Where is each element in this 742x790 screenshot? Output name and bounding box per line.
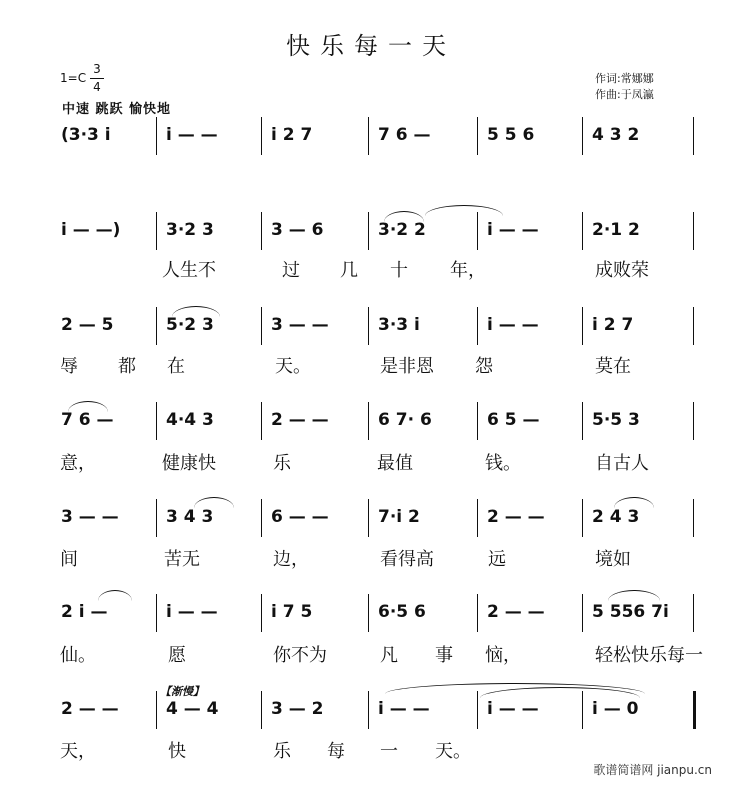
measure: 5·5 3 — [592, 410, 640, 430]
lyric-word: 远 — [488, 549, 506, 570]
score-row — [55, 507, 695, 547]
measure: 2 — 5 — [61, 315, 114, 335]
lyric-word: 乐 — [273, 453, 291, 474]
measure: 6 7· 6 — [378, 410, 432, 430]
measure: i — — — [378, 699, 430, 719]
measure: 3·2 2 — [378, 220, 426, 240]
barline — [156, 117, 157, 155]
barline — [477, 594, 478, 632]
barline — [156, 307, 157, 345]
lyric-word: 过 — [282, 260, 300, 281]
measure: 3 — — — [61, 507, 119, 527]
barline — [582, 212, 583, 250]
lyric-word: 间 — [60, 549, 78, 570]
lyric-word: 成败荣 — [595, 260, 649, 281]
measure: 3 — 2 — [271, 699, 324, 719]
measure: i 2 7 — [271, 125, 313, 145]
measure: i — — — [487, 315, 539, 335]
time-signature-bottom: 4 — [93, 80, 101, 94]
lyric-word: 天， — [60, 741, 96, 762]
barline — [693, 594, 694, 632]
lyric-word: 最值 — [377, 453, 413, 474]
slur — [614, 497, 654, 508]
score-row — [55, 315, 695, 355]
barline — [261, 499, 262, 537]
tempo-marking: 中速 跳跃 愉快地 — [62, 102, 172, 117]
barline — [582, 117, 583, 155]
barline — [582, 307, 583, 345]
score-row — [55, 220, 695, 260]
lyric-word: 看得高 — [380, 549, 434, 570]
lyric-word: 仙。 — [60, 645, 96, 666]
measure: i — — — [166, 602, 218, 622]
lyric-word: 边， — [273, 549, 309, 570]
barline — [477, 499, 478, 537]
lyric-word: 十 — [390, 260, 408, 281]
barline — [368, 499, 369, 537]
barline — [582, 402, 583, 440]
measure: 4 — 4 — [166, 699, 219, 719]
lyric-word: 愿 — [168, 645, 186, 666]
barline — [261, 117, 262, 155]
measure: (3·3 i — [61, 125, 111, 145]
lyric-line — [55, 545, 695, 571]
lyric-word: 意， — [60, 453, 96, 474]
measure: 6·5 6 — [378, 602, 426, 622]
lyric-word: 凡 — [380, 645, 398, 666]
lyric-word: 轻松快乐每一 — [595, 645, 703, 666]
lyric-word: 事 — [435, 645, 453, 666]
score-row — [55, 410, 695, 450]
lyricist: 作词:常娜娜 — [595, 72, 654, 85]
barline — [156, 212, 157, 250]
time-signature — [90, 62, 104, 95]
measure: 5 5 6 — [487, 125, 535, 145]
barline — [156, 594, 157, 632]
measure: i — — — [487, 220, 539, 240]
measure: 2 — — — [61, 699, 119, 719]
lyric-word: 天。 — [275, 356, 311, 377]
measure: 2 4 3 — [592, 507, 640, 527]
lyric-word: 健康快 — [162, 453, 216, 474]
measure: 5 556 7i — [592, 602, 669, 622]
ritardando-tag: 【渐慢】 — [160, 685, 204, 698]
measure: 3·2 3 — [166, 220, 214, 240]
lyric-word: 每 — [327, 741, 345, 762]
barline — [693, 117, 694, 155]
barline — [477, 402, 478, 440]
lyric-word: 年， — [450, 260, 486, 281]
barline — [477, 212, 478, 250]
lyric-line — [55, 449, 695, 475]
barline — [156, 499, 157, 537]
measure: 2·1 2 — [592, 220, 640, 240]
measure: 5·2 3 — [166, 315, 214, 335]
lyric-word: 苦无 — [164, 549, 200, 570]
score-row — [55, 699, 695, 739]
barline — [261, 691, 262, 729]
barline — [582, 594, 583, 632]
lyric-word: 你不为 — [273, 645, 327, 666]
slur — [172, 306, 220, 317]
lyric-line — [55, 352, 695, 378]
measure: 2 i — — [61, 602, 108, 622]
lyric-word: 在 — [167, 356, 185, 377]
lyric-word: 是非恩 — [380, 356, 434, 377]
measure: 3 — 6 — [271, 220, 324, 240]
lyric-word: 乐 — [273, 741, 291, 762]
barline — [156, 691, 157, 729]
measure: 6 — — — [271, 507, 329, 527]
measure: 2 — — — [487, 602, 545, 622]
measure: 7 6 — — [61, 410, 114, 430]
barline — [693, 307, 694, 345]
barline — [693, 212, 694, 250]
barline — [368, 691, 369, 729]
lyric-word: 人生不 — [162, 260, 216, 281]
barline — [368, 594, 369, 632]
measure: 2 — — — [487, 507, 545, 527]
lyric-word: 怨 — [475, 356, 493, 377]
measure: i — — — [487, 699, 539, 719]
composer: 作曲:于凤瀛 — [595, 88, 654, 101]
barline — [261, 212, 262, 250]
measure: 7 6 — — [378, 125, 431, 145]
barline — [477, 691, 478, 729]
measure: 6 5 — — [487, 410, 540, 430]
slur — [98, 590, 132, 601]
song-title: 快乐每一天 — [286, 32, 456, 60]
measure: 2 — — — [271, 410, 329, 430]
lyric-word: 钱。 — [485, 453, 521, 474]
barline — [156, 402, 157, 440]
lyric-word: 几 — [340, 260, 358, 281]
slur — [608, 590, 660, 601]
measure: i 7 5 — [271, 602, 313, 622]
barline — [693, 499, 694, 537]
measure: i — — — [166, 125, 218, 145]
barline — [261, 307, 262, 345]
barline — [477, 117, 478, 155]
lyric-word: 都 — [118, 356, 136, 377]
score-row — [55, 125, 695, 165]
barline — [368, 402, 369, 440]
slur — [384, 211, 424, 222]
lyric-word: 快 — [168, 741, 186, 762]
barline — [368, 307, 369, 345]
barline — [261, 402, 262, 440]
lyric-word: 天。 — [435, 741, 471, 762]
measure: 7·i 2 — [378, 507, 420, 527]
score-row — [55, 602, 695, 642]
barline — [368, 117, 369, 155]
barline — [261, 594, 262, 632]
measure: i 2 7 — [592, 315, 634, 335]
slur — [68, 401, 108, 412]
lyric-line — [55, 641, 703, 667]
barline — [582, 499, 583, 537]
barline — [693, 691, 696, 729]
barline — [368, 212, 369, 250]
lyric-word: 自古人 — [595, 453, 649, 474]
lyric-word: 莫在 — [595, 356, 631, 377]
measure: 4 3 2 — [592, 125, 640, 145]
measure: 3 4 3 — [166, 507, 214, 527]
measure: i — —) — [61, 220, 121, 240]
slur — [425, 205, 503, 216]
measure: i — 0 — [592, 699, 639, 719]
key-signature: 1=C — [60, 71, 87, 85]
barline — [693, 402, 694, 440]
measure: 3 — — — [271, 315, 329, 335]
barline — [477, 307, 478, 345]
lyric-word: 境如 — [595, 549, 631, 570]
slur — [194, 497, 234, 508]
lyric-word: 一 — [380, 741, 398, 762]
lyric-word: 恼， — [485, 645, 521, 666]
watermark: 歌谱简谱网 jianpu.cn — [593, 763, 712, 777]
lyric-line — [55, 737, 695, 763]
measure: 4·4 3 — [166, 410, 214, 430]
time-signature-top: 3 — [93, 62, 101, 76]
measure: 3·3 i — [378, 315, 420, 335]
lyric-word: 辱 — [60, 356, 78, 377]
lyric-line — [55, 256, 695, 282]
